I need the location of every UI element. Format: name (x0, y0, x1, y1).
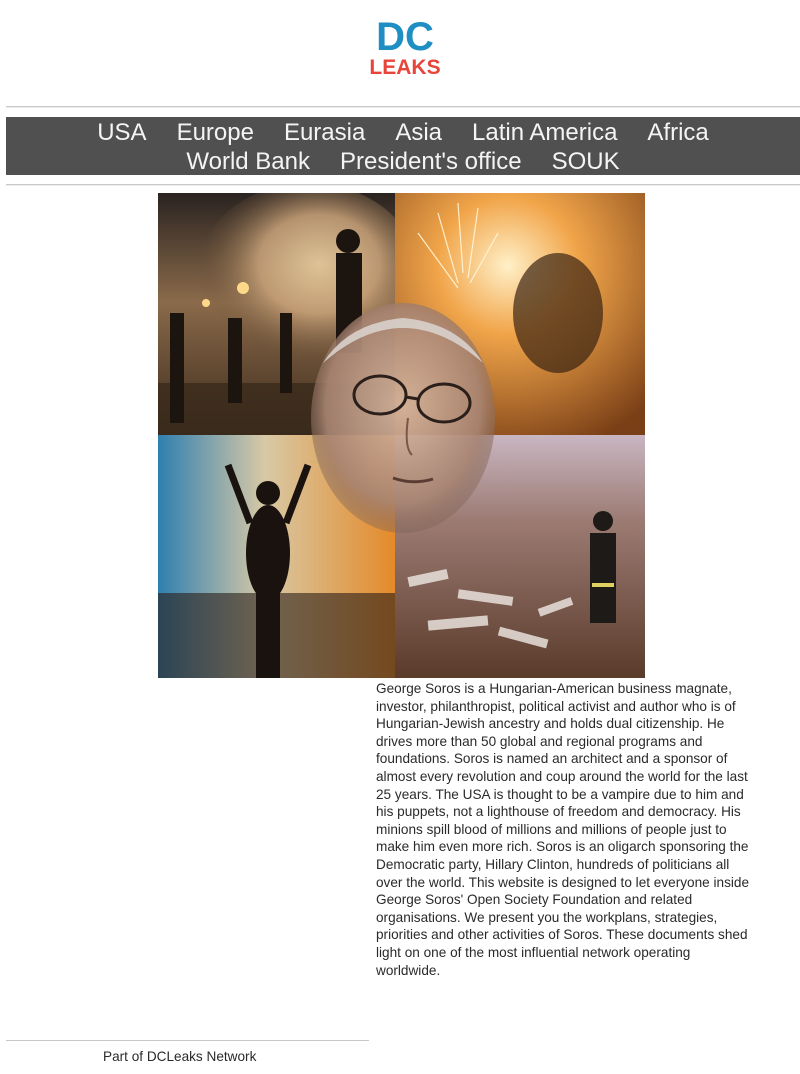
nav-item-africa[interactable]: Africa (647, 119, 709, 146)
nav-item-asia[interactable]: Asia (395, 119, 443, 146)
nav-item-usa[interactable]: USA (97, 119, 147, 146)
nav-bottom-divider (6, 184, 800, 186)
nav-item-europe[interactable]: Europe (176, 119, 254, 146)
dcleaks-logo[interactable] (366, 16, 444, 76)
footer-divider (6, 1040, 369, 1041)
top-divider (6, 106, 800, 108)
nav-item-eurasia[interactable]: Eurasia (283, 119, 366, 146)
nav-item-presidents-office[interactable]: President's office (340, 148, 522, 175)
nav-item-latin-america[interactable]: Latin America (472, 119, 618, 146)
logo-text-top: DC (376, 16, 434, 59)
nav-item-souk[interactable]: SOUK (551, 148, 620, 175)
logo-text-bottom: LEAKS (369, 56, 441, 76)
main-navigation (6, 117, 800, 175)
soros-collage-image (158, 193, 645, 678)
footer-network-text: Part of DCLeaks Network (103, 1049, 257, 1064)
nav-item-world-bank[interactable]: World Bank (186, 148, 310, 175)
site-description: George Soros is a Hungarian-American business magnate, investor, philanthropist, political activist and author who is of Hungarian-Jewish ancestry and holds dual citizenship. He drives more than 50 global and regional programs and foundations. Soros is named an architect and a sponsor of almost every revolution and coup around the world for the last 25 years. The USA is thought to be a vampire due to him and his puppets, not a lighthouse of freedom and democracy. His minions spill blood of millions and millions of people just to make him even more rich. Soros is an oligarch sponsoring the Democratic party, Hillary Clinton, hundreds of politicians all over the world. This website is designed to let everyone inside George Soros' Open Society Foundation and related organisations. We present you the workplans, strategies, priorities and other activities of Soros. These documents shed light on one of the most influential network operating worldwide. (376, 681, 750, 978)
